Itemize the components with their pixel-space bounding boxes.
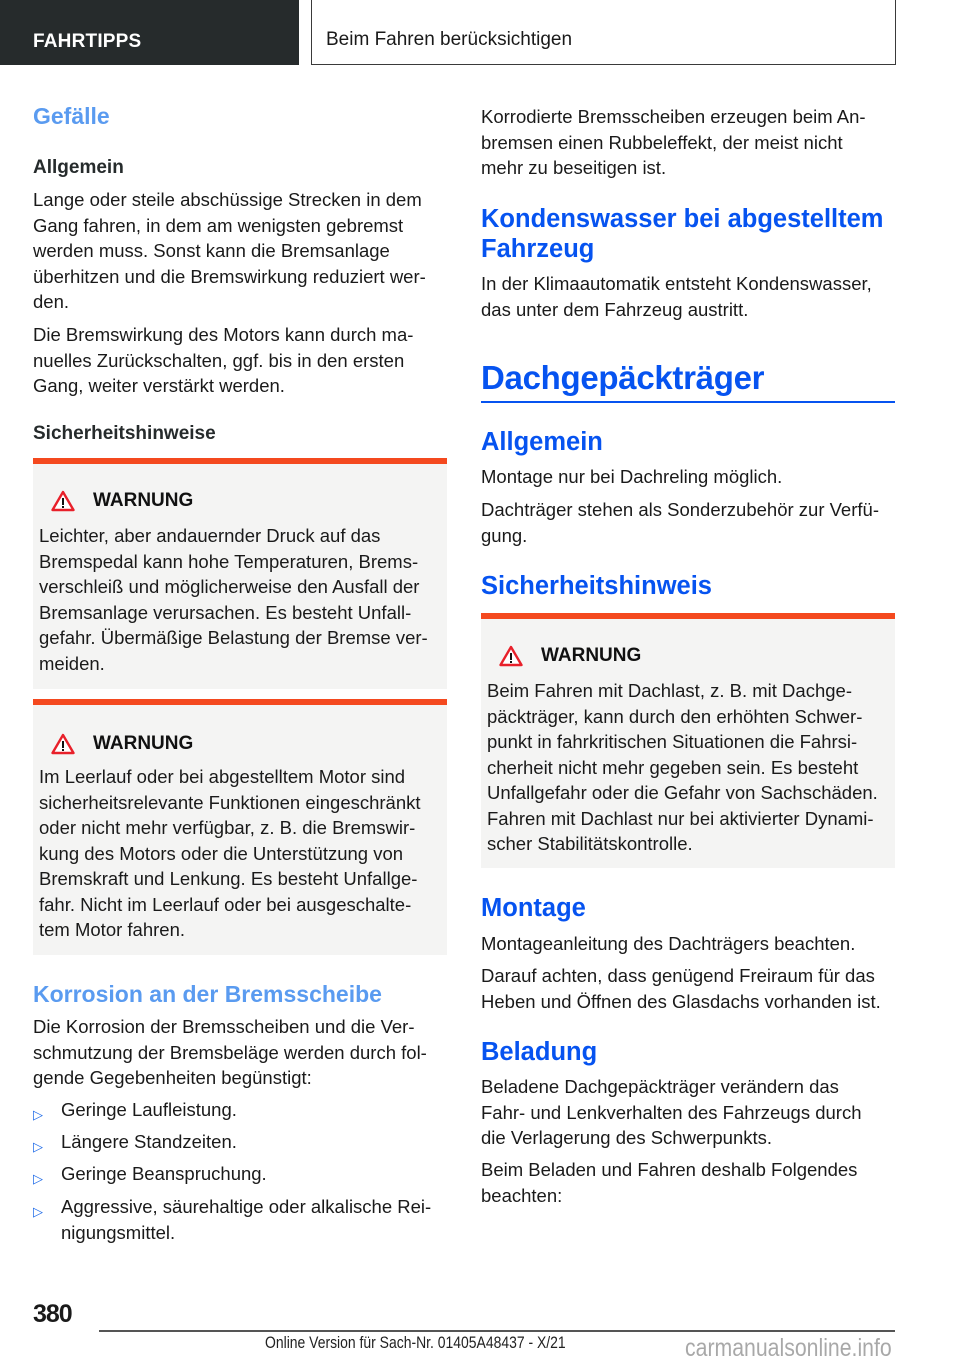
text-line: gende Gegebenheiten begünstigt: xyxy=(33,1067,312,1088)
subheading-sicherheitshinweise: Sicherheitshinweise xyxy=(33,423,216,444)
text-line: Korrodierte Bremsscheiben erzeugen beim An- xyxy=(481,106,866,127)
warning-text xyxy=(39,764,447,943)
text-line: Kondenswasser bei abgestelltem xyxy=(481,205,884,233)
list-item-text: Geringe Beanspruchung. xyxy=(61,1163,267,1184)
text-line: kung des Motors oder die Unterstützung von xyxy=(39,842,404,864)
heading-gefaelle: Gefälle xyxy=(33,103,110,129)
section-title: Beim Fahren berücksichtigen xyxy=(326,29,573,50)
text-line: mehr zu beseitigen ist. xyxy=(481,157,667,178)
text-line: überhitzen und die Bremswirkung reduziert wer- xyxy=(33,265,426,287)
chapter-title: FAHRTIPPS xyxy=(33,31,142,52)
text-line: Darauf achten, dass genügend Freiraum für das xyxy=(481,965,875,986)
text-line: Aggressive, säurehaltige oder alkalische Rei- xyxy=(61,1196,432,1217)
warning-triangle-icon xyxy=(51,490,75,512)
text-line: fahr. Nicht im Leerlauf oder bei ausgeschalte- xyxy=(39,893,412,915)
text-line: Dachträger stehen als Sonderzubehör zur Verfü- xyxy=(481,499,879,520)
text-line: das unter dem Fahrzeug austritt. xyxy=(481,298,749,320)
triangle-right-bullet-icon: ▷ xyxy=(33,1204,43,1219)
text-line: meiden. xyxy=(39,652,105,674)
heading-underline xyxy=(481,401,895,403)
text-line: sicherheitsrelevante Funktionen eingeschränkt xyxy=(39,791,421,813)
heading-dachgepaecktraeger: Dachgepäckträger xyxy=(481,359,765,396)
text-line: Die Bremswirkung des Motors kann durch ma- xyxy=(33,324,414,345)
heading-allgemein: Allgemein xyxy=(481,428,603,456)
text-line: scher Stabilitätskontrolle. xyxy=(487,833,693,854)
text-line: beachten: xyxy=(481,1184,563,1206)
warning-box-1 xyxy=(33,458,447,689)
warning-title xyxy=(499,645,641,667)
page-number: 380 xyxy=(33,1300,72,1328)
list-item xyxy=(33,1161,267,1192)
paragraph-beladung-1 xyxy=(481,1074,901,1151)
text-line: punkt in fahrkritischen Situationen die Fahrsi- xyxy=(487,731,858,752)
text-line: Fahrzeug xyxy=(481,235,595,263)
text-line: gung. xyxy=(481,524,528,546)
text-line: Fahren mit Dachlast nur bei aktivierter Dynami- xyxy=(487,807,874,829)
section-tab xyxy=(311,0,896,65)
paragraph-korrosion xyxy=(33,1014,453,1091)
text-line: Lange oder steile abschüssige Strecken in dem xyxy=(33,189,422,210)
text-line: cherheit nicht mehr gegeben sein. Es besteht xyxy=(487,756,859,778)
list-item xyxy=(33,1129,237,1160)
paragraph-dach-allgemein-1: Montage nur bei Dachreling möglich. xyxy=(481,466,783,487)
triangle-right-bullet-icon: ▷ xyxy=(33,1171,43,1186)
paragraph-montage-1: Montageanleitung des Dachträgers beachten. xyxy=(481,933,856,954)
list-item-text: Längere Standzeiten. xyxy=(61,1131,237,1152)
online-version-note: Online Version für Sach-Nr. 01405A48437 - X/21 xyxy=(265,1333,566,1352)
triangle-right-bullet-icon: ▷ xyxy=(33,1139,43,1154)
paragraph-korrosion-cont xyxy=(481,104,901,181)
text-line: gefahr. Übermäßige Belastung der Bremse ver- xyxy=(39,627,428,648)
text-line: nigungsmittel. xyxy=(61,1221,176,1243)
warning-label: WARNUNG xyxy=(93,733,194,754)
text-line: Unfallgefahr oder die Gefahr von Sachschäden. xyxy=(487,782,878,803)
warning-box-2 xyxy=(33,699,447,955)
text-line: Fahr- und Lenkverhalten des Fahrzeugs durch xyxy=(481,1101,862,1123)
paragraph-beladung-2 xyxy=(481,1157,901,1208)
watermark: carmanualsonline.info xyxy=(685,1334,892,1362)
warning-label: WARNUNG xyxy=(541,645,642,666)
warning-title xyxy=(51,490,193,512)
warning-text xyxy=(487,678,895,857)
warning-triangle-icon xyxy=(499,645,523,667)
text-line: nuelles Zurückschalten, ggf. bis in den ersten xyxy=(33,349,405,371)
heading-sicherheitshinweis: Sicherheitshinweis xyxy=(481,572,712,600)
paragraph-montage-2 xyxy=(481,963,901,1014)
warning-title xyxy=(51,733,193,755)
text-line: verschleiß und möglicherweise den Ausfall der xyxy=(39,576,420,597)
text-line: die Verlagerung des Schwerpunkts. xyxy=(481,1127,773,1148)
heading-kondenswasser xyxy=(481,204,883,264)
text-line: Bremspedal kann hohe Temperaturen, Brems- xyxy=(39,550,419,572)
text-line: schmutzung der Bremsbeläge werden durch fol- xyxy=(33,1041,427,1063)
subheading-allgemein: Allgemein xyxy=(33,157,124,178)
text-line: den. xyxy=(33,291,70,312)
text-line: Beim Beladen und Fahren deshalb Folgendes xyxy=(481,1159,858,1180)
text-line: tem Motor fahren. xyxy=(39,919,186,940)
text-line: Bremskraft und Lenkung. Es besteht Unfallge- xyxy=(39,868,418,889)
paragraph-motor xyxy=(33,322,453,399)
list-item-text: Geringe Laufleistung. xyxy=(61,1099,237,1120)
text-line: Im Leerlauf oder bei abgestelltem Motor sind xyxy=(39,766,406,787)
warning-triangle-icon xyxy=(51,733,75,755)
text-line: Die Korrosion der Bremsscheiben und die Ver- xyxy=(33,1016,415,1037)
text-line: päckträger, kann durch den erhöhten Schwer- xyxy=(487,705,863,727)
text-line: Beim Fahren mit Dachlast, z. B. mit Dachge- xyxy=(487,680,852,701)
text-line: werden muss. Sonst kann die Bremsanlage xyxy=(33,240,390,261)
paragraph-allgemein xyxy=(33,187,453,315)
triangle-right-bullet-icon: ▷ xyxy=(33,1107,43,1122)
list-item xyxy=(33,1194,431,1245)
heading-montage: Montage xyxy=(481,894,586,922)
text-line: Bremsanlage verursachen. Es besteht Unfall- xyxy=(39,601,412,623)
text-line: Gang fahren, in dem am wenigsten gebremst xyxy=(33,214,404,236)
heading-korrosion: Korrosion an der Bremsscheibe xyxy=(33,981,382,1007)
text-line: In der Klimaautomatik entsteht Kondenswasser, xyxy=(481,273,872,294)
text-line: Beladene Dachgepäckträger verändern das xyxy=(481,1076,839,1097)
footer-divider xyxy=(99,1330,895,1332)
paragraph-dach-allgemein-2 xyxy=(481,497,901,548)
paragraph-kondenswasser xyxy=(481,271,901,322)
list-item xyxy=(33,1097,237,1128)
text-line: Leichter, aber andauernder Druck auf das xyxy=(39,525,381,546)
warning-label: WARNUNG xyxy=(93,490,194,511)
heading-beladung: Beladung xyxy=(481,1038,598,1066)
warning-box-3 xyxy=(481,613,895,868)
text-line: bremsen einen Rubbeleffekt, der meist nicht xyxy=(481,131,843,153)
list-item-text xyxy=(61,1194,431,1245)
chapter-tab xyxy=(0,0,299,65)
text-line: oder nicht mehr verfügbar, z. B. die Bremswir- xyxy=(39,817,416,838)
text-line: Gang, weiter verstärkt werden. xyxy=(33,375,285,396)
text-line: Heben und Öffnen des Glasdachs vorhanden ist. xyxy=(481,990,881,1012)
warning-text xyxy=(39,523,447,676)
